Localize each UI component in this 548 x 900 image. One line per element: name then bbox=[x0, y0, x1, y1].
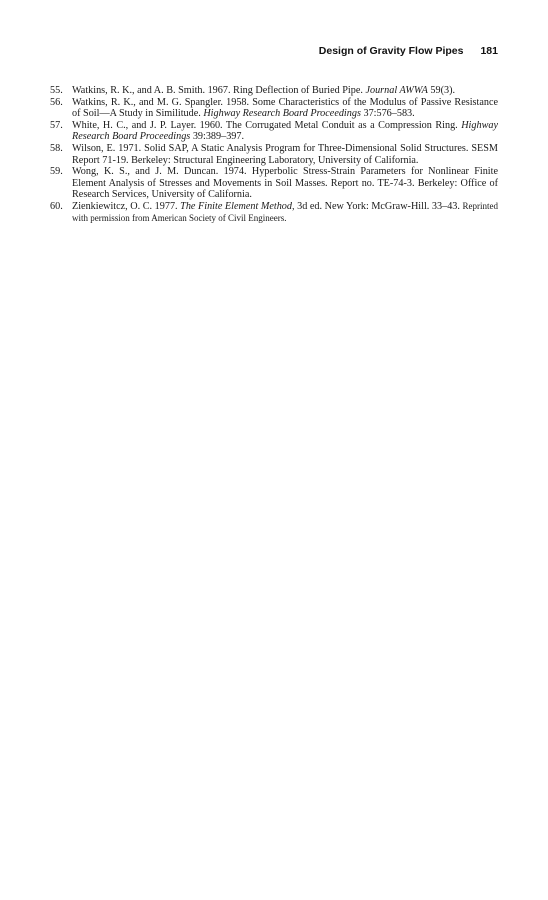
reference-item bbox=[50, 120, 498, 143]
reference-note: Reprinted with permission from American Society of Civil Engineers. bbox=[72, 200, 499, 223]
reference-text: Zienkiewitcz, O. C. 1977. bbox=[72, 200, 181, 212]
reference-text: Watkins, R. K., and M. G. Spangler. 1958. Some Characteristics of the Modulus of Passive Resistance of Soil—A Study in Similitude. bbox=[72, 96, 498, 120]
reference-number: 60. bbox=[50, 200, 63, 212]
reference-source: Highway Research Board Proceedings bbox=[72, 119, 498, 143]
reference-number: 55. bbox=[50, 85, 63, 96]
reference-number: 56. bbox=[50, 96, 63, 108]
reference-item bbox=[50, 85, 498, 97]
running-header bbox=[319, 45, 498, 57]
reference-item bbox=[50, 166, 498, 201]
reference-item bbox=[50, 201, 498, 224]
reference-number: 58. bbox=[50, 142, 63, 154]
reference-text: Wong, K. S., and J. M. Duncan. 1974. Hyperbolic Stress-Strain Parameters for Nonlinear Finite Element Analysis of Stresses and Movements in Soil Masses. Report no. TE-74-3. Berkeley: Office of Research Services, University of California. bbox=[72, 166, 498, 201]
reference-number: 57. bbox=[50, 119, 63, 131]
reference-citation: 37:576–583. bbox=[360, 108, 415, 120]
reference-source: Journal AWWA bbox=[365, 85, 428, 96]
reference-source: Highway Research Board Proceedings bbox=[203, 108, 361, 120]
reference-number: 59. bbox=[50, 166, 63, 178]
reference-item bbox=[50, 143, 498, 166]
running-title: Design of Gravity Flow Pipes bbox=[318, 45, 464, 57]
reference-citation: 59(3). bbox=[427, 85, 456, 96]
reference-text: White, H. C., and J. P. Layer. 1960. The Corrugated Metal Conduit as a Compression Ring. bbox=[72, 119, 462, 131]
reference-source: The Finite Element Method, bbox=[180, 200, 295, 212]
reference-citation: 39:389–397. bbox=[190, 131, 245, 143]
reference-list bbox=[50, 85, 498, 224]
reference-citation: 3d ed. New York: McGraw-Hill. 33–43. bbox=[294, 200, 463, 212]
reference-text: Watkins, R. K., and A. B. Smith. 1967. Ring Deflection of Buried Pipe. bbox=[72, 85, 366, 96]
reference-item bbox=[50, 97, 498, 120]
page-number: 181 bbox=[480, 45, 498, 57]
reference-text: Wilson, E. 1971. Solid SAP, A Static Analysis Program for Three-Dimensional Solid Structures. SESM Report 71-19. Berkeley: Structural Engineering Laboratory, University of California. bbox=[72, 142, 498, 166]
